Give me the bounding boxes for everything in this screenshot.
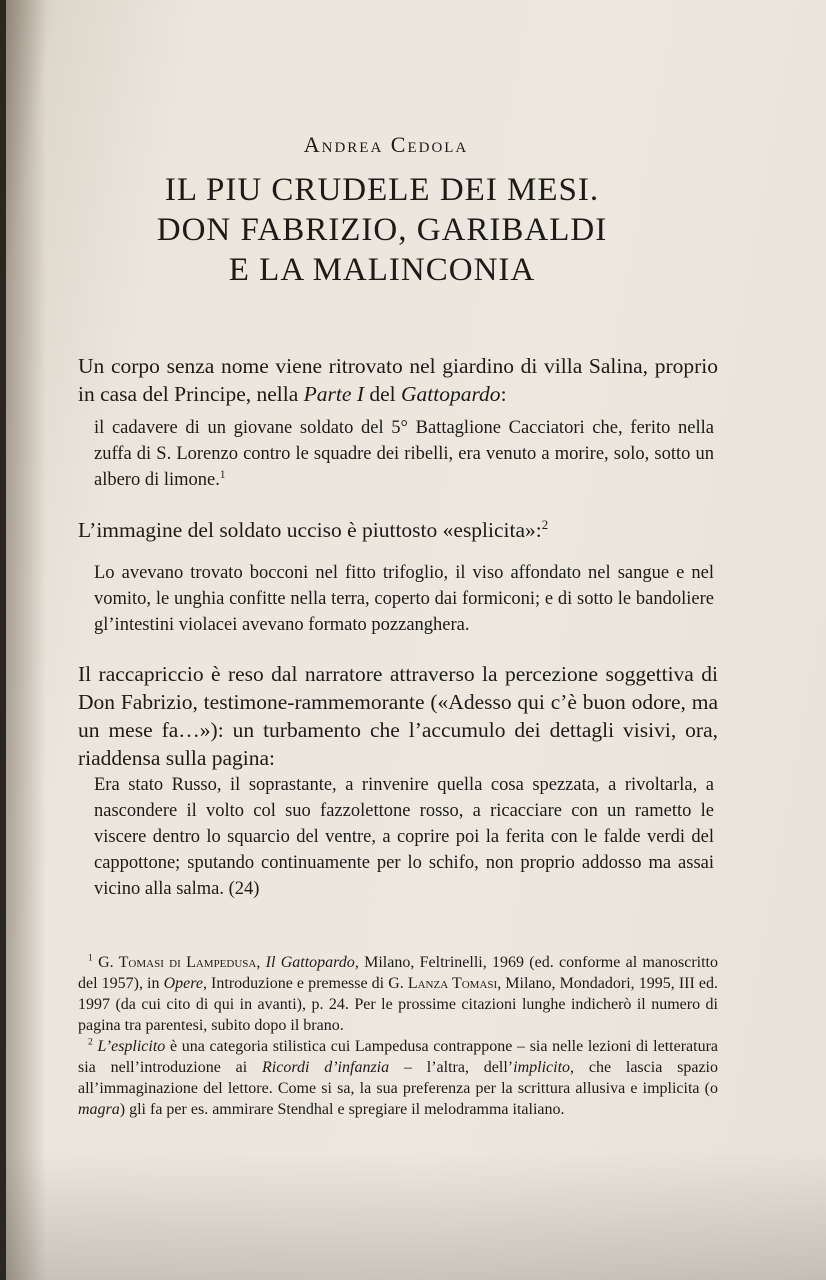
- paragraph-3: Il raccapriccio è reso dal narratore attraverso la percezione soggettiva di Don Fabrizio, testimone-rammemorante («Adesso qui c’è buon odore, ma un mese fa…»): un turbamento che l’accumulo dei dettagli visivi, ora, riaddensa sulla pagina:: [78, 662, 718, 770]
- block-quote-1: il cadavere di un giovane soldato del 5° Battaglione Cacciatori che, ferito nella zuffa di S. Lorenzo contro le squadre dei ribelli, era venuto a morire, solo, sotto un albero di limone.$^1$: [94, 418, 714, 490]
- paragraph-1: Un corpo senza nome viene ritrovato nel giardino di villa Salina, proprio in casa del Principe, nella Parte I del Gattopardo:: [78, 354, 718, 406]
- footnote-2: $^2$ L’esplicito è una categoria stilistica cui Lampedusa contrappone – sia nelle lezioni di letteratura sia nell’introduzione ai Ricordi d’infanzia – l’altra, dell’implicito, che lascia spazio all’immaginazione del lettore. Come si sa, la sua preferenza per la scrittura allusiva e implicita (o magra) gli fa per es. ammirare Stendhal e spregiare il melodramma italiano.: [78, 1036, 718, 1118]
- part-ref: Parte I: [303, 382, 364, 406]
- footnotes: [78, 952, 718, 1120]
- author-name: Andrea Cedola: [303, 132, 469, 157]
- title-line-3: E LA MALINCONIA: [228, 252, 536, 288]
- footnote-ref-1: 1: [219, 468, 226, 481]
- book-title-ref: Gattopardo: [401, 382, 501, 406]
- chapter-title: [6, 170, 758, 290]
- title-line-2: DON FABRIZIO, GARIBALDI: [156, 212, 608, 248]
- footnote-1: $^1$ G. Tomasi di Lampedusa, Il Gattopardo, Milano, Feltrinelli, 1969 (ed. conforme al manoscritto del 1957), in Opere, Introduzione e premesse di G. Lanza Tomasi, Milano, Mondadori, 1995, III ed. 1997 (da cui cito di qui in avanti), p. 24. Per le prossime citazioni lunghe indicherò il numero di pagina tra parentesi, subito dopo il brano.: [78, 952, 719, 1034]
- page-bottom-shadow: [6, 1150, 826, 1280]
- block-quote-2: Lo avevano trovato bocconi nel fitto trifoglio, il viso affondato nel sangue e nel vomito, le unghia confitte nella terra, coperto dai formiconi; e di sotto le bandoliere gl’intestini violacei avevano formato pozzanghera.: [94, 563, 714, 635]
- title-line-1: IL PIU CRUDELE DEI MESI.: [164, 172, 600, 208]
- book-page: [6, 0, 826, 1280]
- paragraph-2: L’immagine del soldato ucciso è piuttosto «esplicita»:$^2$: [78, 517, 549, 542]
- footnote-ref-2: 2: [541, 517, 549, 532]
- block-quote-3: Era stato Russo, il soprastante, a rinvenire quella cosa spezzata, a rivoltarla, a nascondere il volto col suo fazzolettone rosso, a ricacciare con un rametto le viscere dentro lo squarcio del ventre, a coprire poi la ferita con le falde verdi del cappottone; sputando continuamente per lo schifo, non proprio addosso ma assai vicino alla salma. (24): [94, 775, 714, 899]
